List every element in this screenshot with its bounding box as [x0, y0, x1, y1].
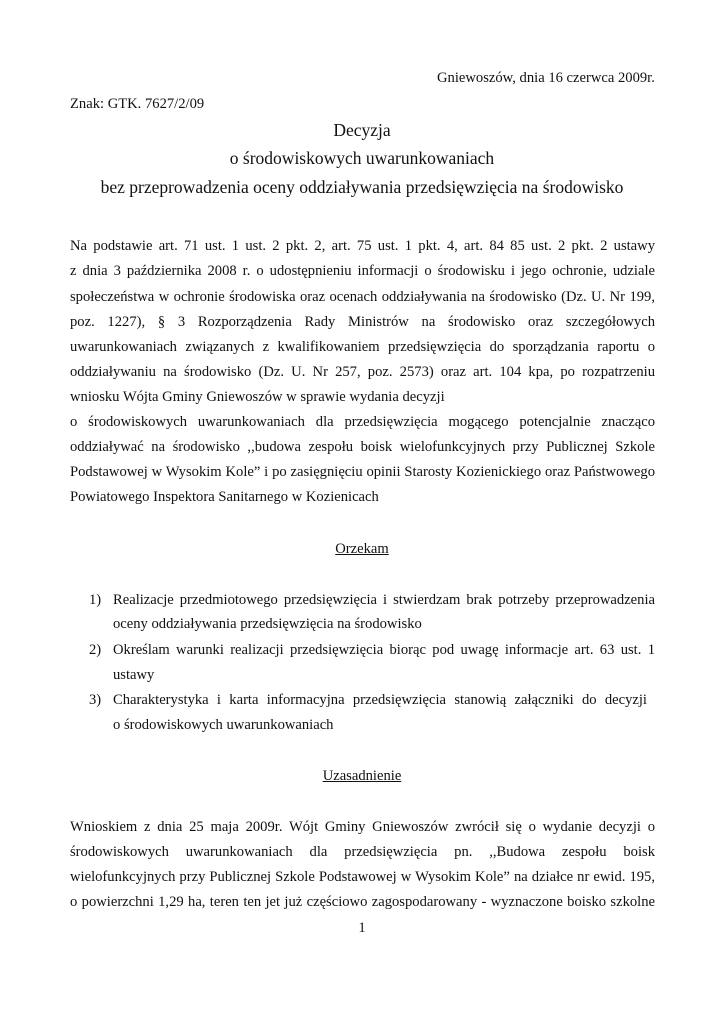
intro-line: Powiatowego Inspektora Sanitarnego w Kozienicach [70, 489, 379, 505]
intro-line: wniosku Wójta Gminy Gniewoszów w sprawie wydania decyzji [70, 389, 445, 405]
intro-line: uwarunkowaniach związanych z kwalifikowaniem przedsięwzięcia do sporządzania raportu o [70, 339, 655, 355]
place-date: Gniewoszów, dnia 16 czerwca 2009r. [437, 70, 655, 86]
justification-line: środowiskowych uwarunkowaniach dla przedsięwzięcia pn. ,,Budowa zespołu boisk [70, 844, 655, 860]
ruling-item-text: Określam warunki realizacji przedsięwzięcia biorąc pod uwagę informacje art. 63 ust. 1 [113, 642, 655, 658]
reference-number: Znak: GTK. 7627/2/09 [70, 96, 205, 112]
intro-line: o środowiskowych uwarunkowaniach dla przedsięwzięcia mogącego potencjalnie znacząco [70, 414, 655, 430]
justification-line: Wnioskiem z dnia 25 maja 2009r. Wójt Gminy Gniewoszów zwrócił się o wydanie decyzji o [70, 819, 655, 835]
ruling-item-text: ustawy [113, 667, 155, 683]
ruling-item-text: Realizacje przedmiotowego przedsięwzięcia i stwierdzam brak potrzeby przeprowadzenia [113, 592, 655, 608]
ruling-heading: Orzekam [335, 541, 389, 557]
justification-heading: Uzasadnienie [322, 768, 402, 784]
intro-line: Podstawowej w Wysokim Kole” i po zasięgnięciu opinii Starosty Kozienickiego oraz Państwowego [70, 464, 655, 480]
ruling-item-number: 2) [89, 642, 102, 658]
ruling-item-text: o środowiskowych uwarunkowaniach [113, 717, 334, 733]
ruling-item-text: oceny oddziaływania przedsięwzięcia na środowisko [113, 616, 422, 632]
intro-line: społeczeństwa w ochronie środowiska oraz ocenach oddziaływania na środowisko (Dz. U. Nr 199, [70, 289, 655, 305]
intro-line: oddziaływać na środowisko ,,budowa zespołu boisk wielofunkcyjnych przy Publicznej Szkole [70, 439, 655, 455]
intro-line: z dnia 3 października 2008 r. o udostępnieniu informacji o środowisku i jego ochronie, udziale [70, 263, 655, 279]
intro-line: Na podstawie art. 71 ust. 1 ust. 2 pkt. 2, art. 75 ust. 1 pkt. 4, art. 84 85 ust. 2 pkt. 2 ustawy [70, 238, 655, 254]
intro-line: oddziaływaniu na środowisko (Dz. U. Nr 257, poz. 2573) oraz art. 104 kpa, po rozpatrzeniu [70, 364, 655, 380]
ruling-item-text: Charakterystyka i karta informacyjna przedsięwzięcia stanowią załączniki do decyzji [113, 692, 647, 708]
justification-line: wielofunkcyjnych przy Publicznej Szkole Podstawowej w Wysokim Kole” na działce nr ewid. 195, [70, 869, 655, 885]
ruling-item-number: 1) [89, 592, 102, 608]
title-subject: o środowiskowych uwarunkowaniach [229, 148, 495, 168]
title-scope: bez przeprowadzenia oceny oddziaływania przedsięwzięcia na środowisko [100, 177, 624, 197]
ruling-item-number: 3) [89, 692, 102, 708]
justification-line: o powierzchni 1,29 ha, teren ten jet już częściowo zagospodarowany - wyznaczone boisko szkolne [70, 894, 655, 910]
page-number: 1 [358, 920, 366, 936]
intro-line: poz. 1227), § 3 Rozporządzenia Rady Ministrów na środowisko oraz szczegółowych [70, 314, 655, 330]
title-decision: Decyzja [333, 120, 391, 140]
